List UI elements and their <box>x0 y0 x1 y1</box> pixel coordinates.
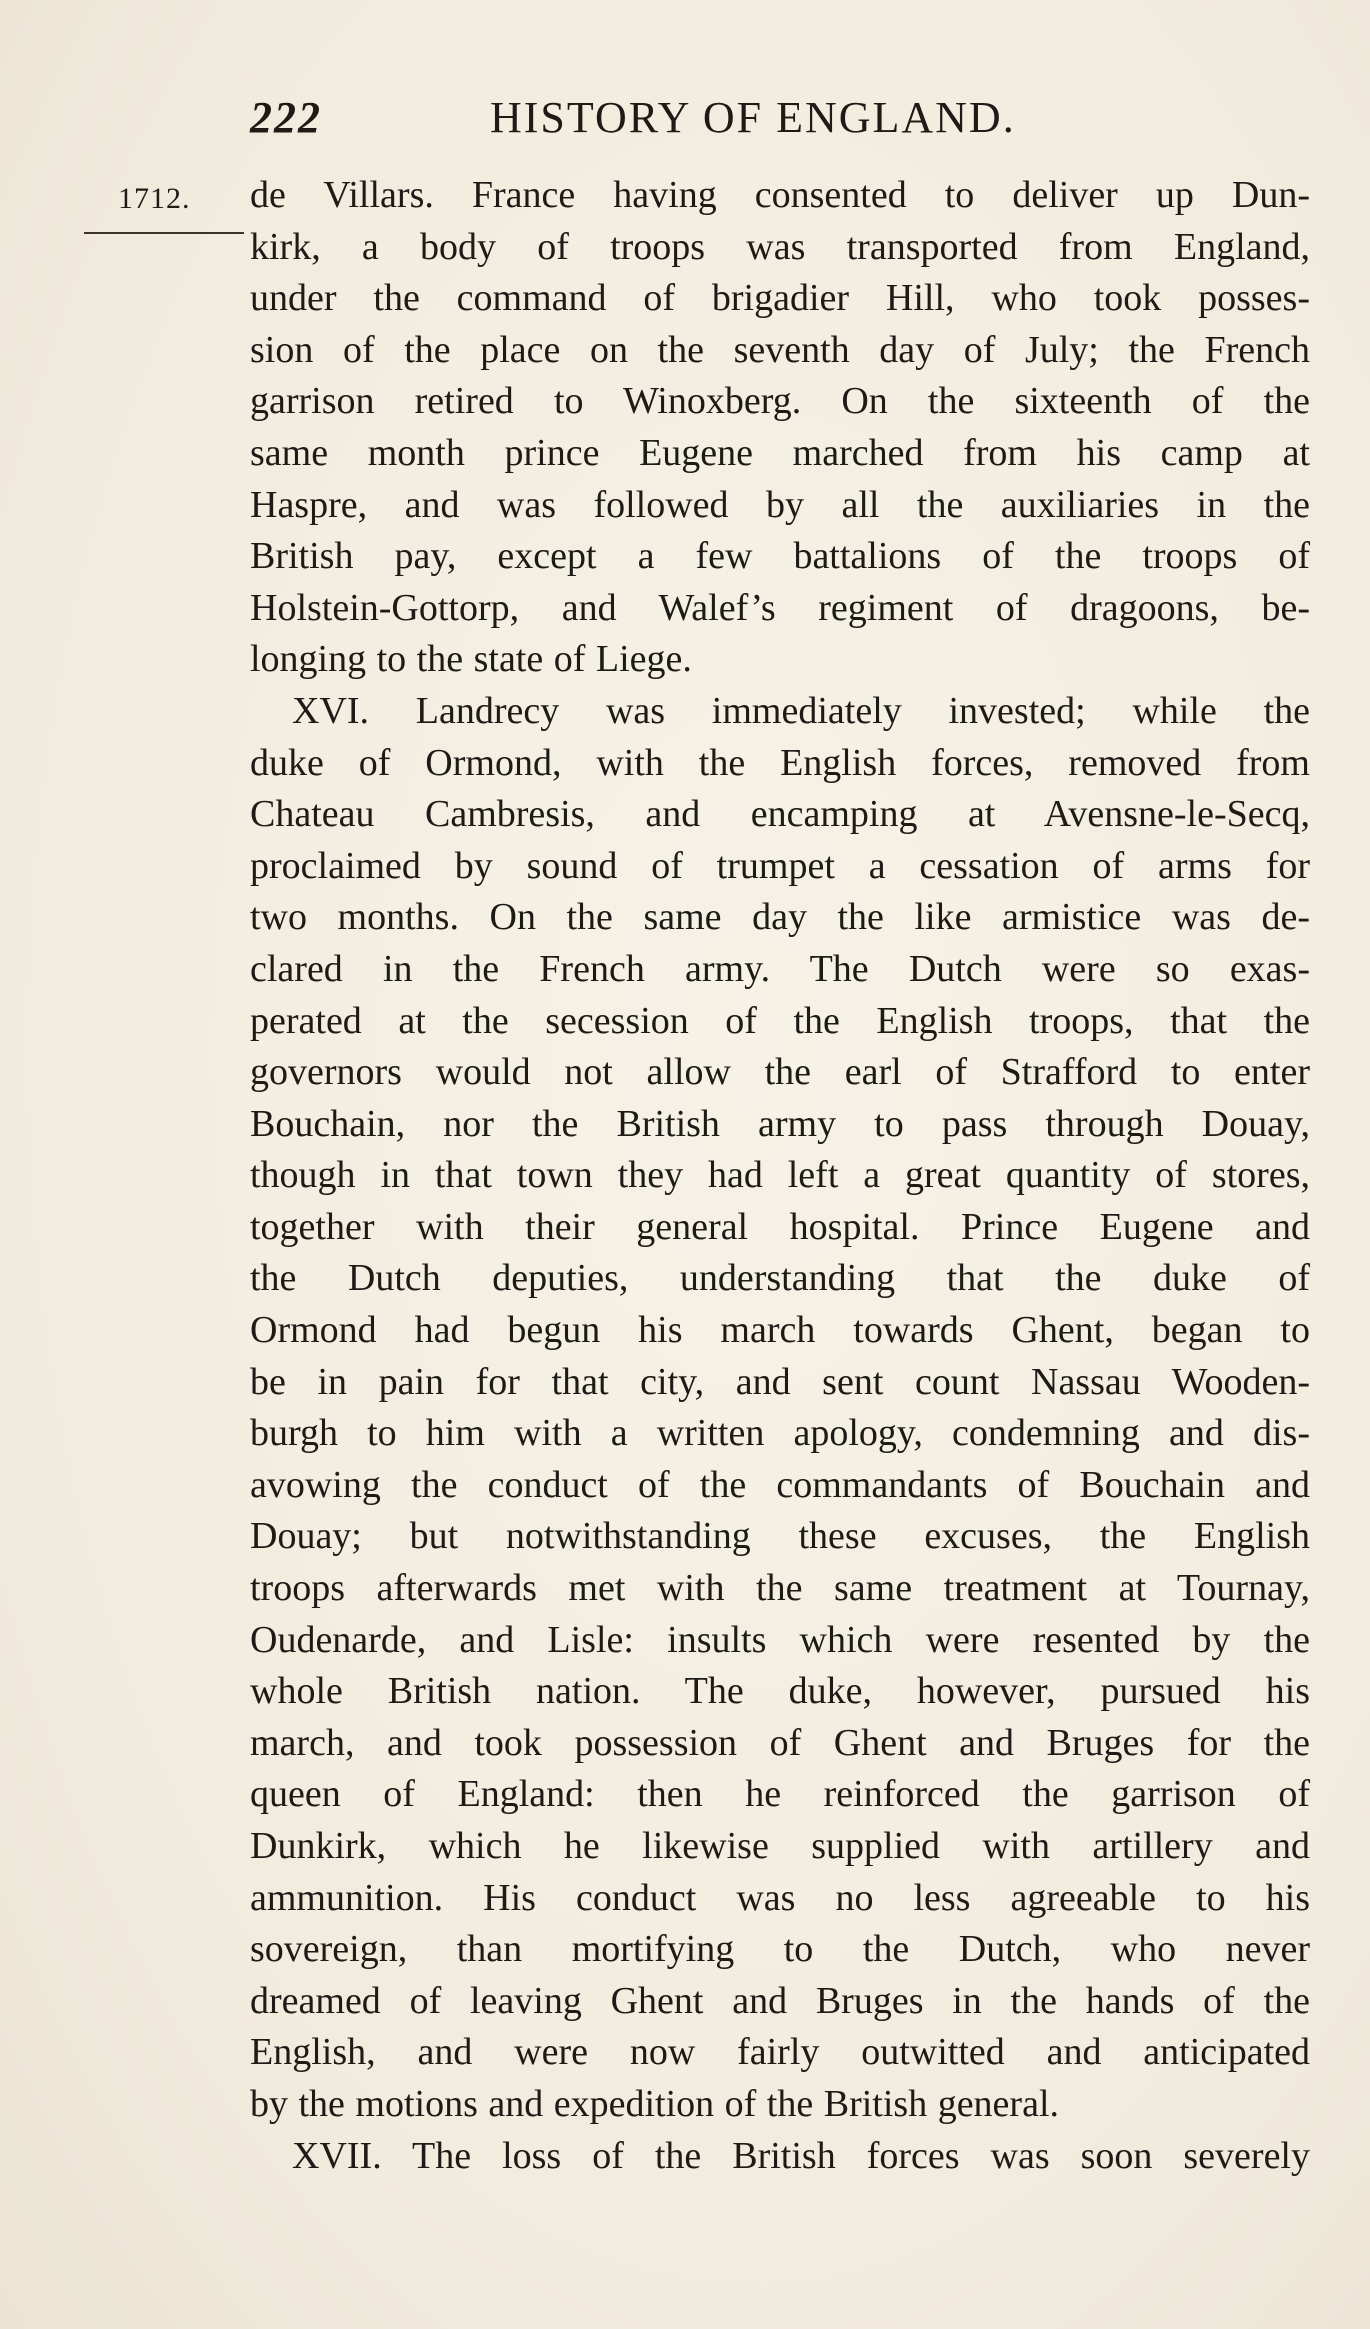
text-line: Dunkirk, which he likewise supplied with artillery and <box>250 1825 1310 1867</box>
text-line: clared in the French army. The Dutch were so exas- <box>250 947 1310 990</box>
text-line: garrison retired to Winoxberg. On the sixteenth of the <box>250 380 1310 423</box>
text-line: burgh to him with a written apology, condemning and dis- <box>250 1412 1310 1455</box>
running-title: HISTORY OF ENGLAND. <box>490 93 1016 142</box>
text-line: under the command of brigadier Hill, who took posses- <box>250 277 1310 320</box>
text-line: kirk, a body of troops was transported from England, <box>250 225 1310 268</box>
body-text <box>250 170 1310 2182</box>
text-line: Bouchain, nor the British army to pass through Douay, <box>250 1102 1310 1145</box>
running-head <box>250 92 1180 152</box>
section-heading-line: XVI. Landrecy was immediately invested; while the <box>292 689 1310 732</box>
text-line: Chateau Cambresis, and encamping at Avensne-le-Secq, <box>250 793 1310 836</box>
text-line: duke of Ormond, with the English forces, removed from <box>250 741 1310 784</box>
text-line: proclaimed by sound of trumpet a cessation of arms for <box>250 844 1310 887</box>
margin-year: 1712. <box>118 182 191 215</box>
text-line: the Dutch deputies, understanding that the duke of <box>250 1257 1310 1300</box>
text-line: sion of the place on the seventh day of July; the French <box>250 328 1310 371</box>
paragraph-end-line: by the motions and expedition of the British general. <box>250 2082 1060 2125</box>
margin-rule <box>84 232 244 234</box>
text-line: avowing the conduct of the commandants of Bouchain and <box>250 1463 1310 1506</box>
section-heading-line: XVII. The loss of the British forces was soon severely <box>292 2134 1310 2177</box>
text-line: though in that town they had left a great quantity of stores, <box>250 1154 1310 1197</box>
text-line: two months. On the same day the like armistice was de- <box>250 896 1310 939</box>
paragraph-end-line: longing to the state of Liege. <box>250 638 692 681</box>
text-line: dreamed of leaving Ghent and Bruges in the hands of the <box>250 1979 1310 2022</box>
page-number: 222 <box>250 93 322 142</box>
text-line: whole British nation. The duke, however, pursued his <box>250 1670 1310 1713</box>
text-line: de Villars. France having consented to deliver up Dun- <box>250 174 1310 216</box>
text-line: ammunition. His conduct was no less agreeable to his <box>250 1876 1310 1919</box>
text-line: Oudenarde, and Lisle: insults which were resented by the <box>250 1618 1310 1661</box>
text-line: queen of England: then he reinforced the garrison of <box>250 1773 1310 1816</box>
text-line: governors would not allow the earl of Strafford to enter <box>250 1051 1310 1094</box>
text-line: perated at the secession of the English troops, that the <box>250 999 1310 1042</box>
text-line: Ormond had begun his march towards Ghent, began to <box>250 1309 1310 1352</box>
text-line: same month prince Eugene marched from his camp at <box>250 431 1310 474</box>
text-line: sovereign, than mortifying to the Dutch, who never <box>250 1928 1310 1971</box>
text-line: Douay; but notwithstanding these excuses, the English <box>250 1515 1310 1558</box>
text-line: Holstein-Gottorp, and Walef’s regiment of dragoons, be- <box>250 586 1310 629</box>
text-line: British pay, except a few battalions of the troops of <box>250 535 1310 578</box>
text-line: march, and took possession of Ghent and Bruges for the <box>250 1721 1310 1764</box>
text-line: Haspre, and was followed by all the auxiliaries in the <box>250 483 1310 526</box>
text-line: be in pain for that city, and sent count Nassau Wooden- <box>250 1360 1310 1403</box>
text-line: English, and were now fairly outwitted and anticipated <box>250 2031 1310 2074</box>
text-line: troops afterwards met with the same treatment at Tournay, <box>250 1567 1310 1610</box>
text-line: together with their general hospital. Prince Eugene and <box>250 1205 1310 1248</box>
